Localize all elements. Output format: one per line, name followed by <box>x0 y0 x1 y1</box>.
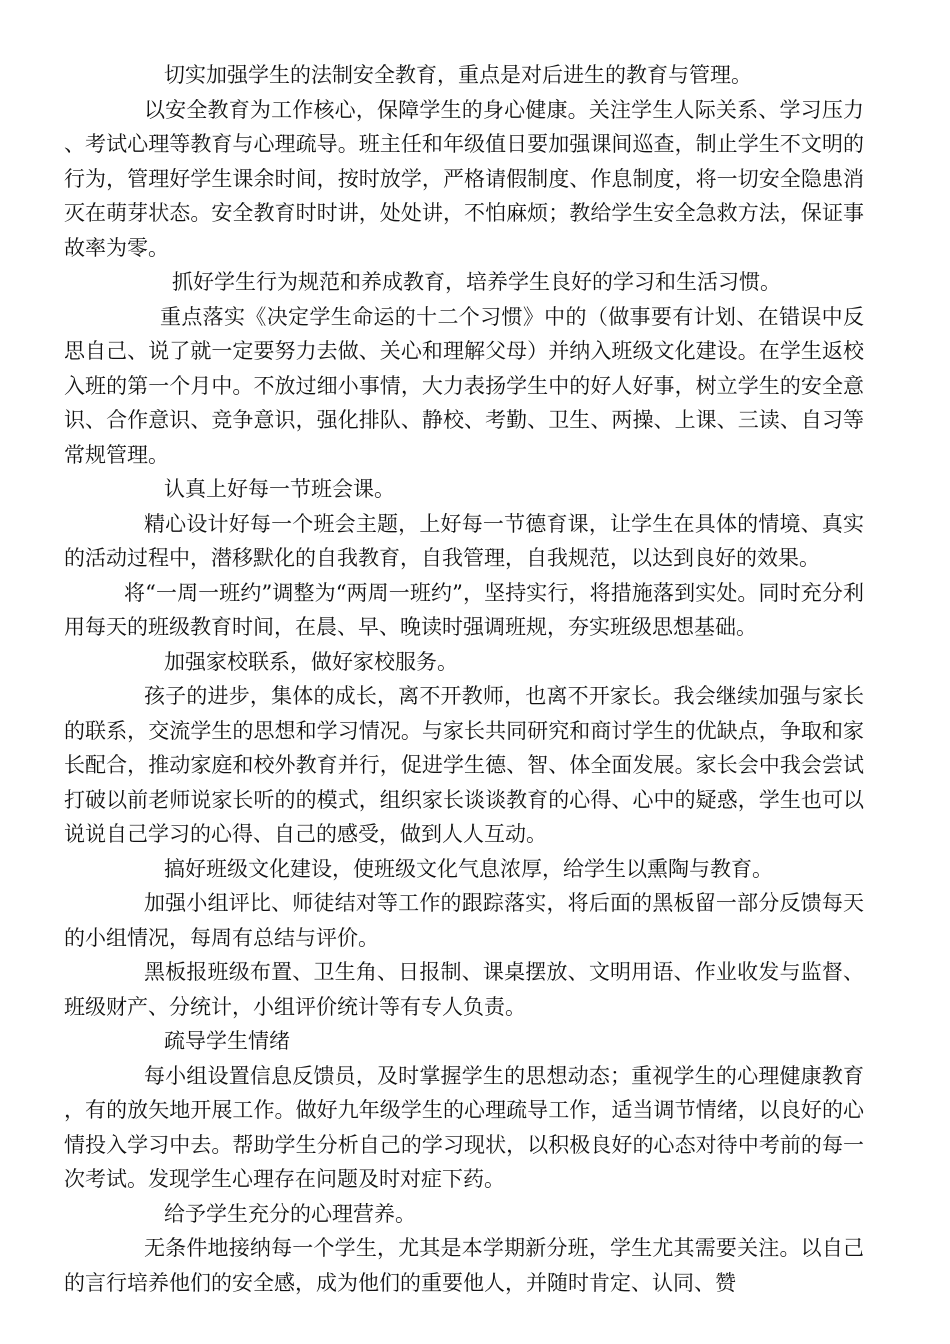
section-heading-home-school: 加强家校联系，做好家校服务。 <box>164 649 458 674</box>
paragraph-safety-education: 以安全教育为工作核心，保障学生的身心健康。关注学生人际关系、学习压力、考试心理等教育与心理疏导。班主任和年级值日要加强课间巡查，制止学生不文明的行为，管理好学生课余时间，按时放学，严格请假制度、作息制度，将一切安全隐患消灭在萌芽状态。安全教育时时讲，处处讲，不怕麻烦；教给学生安全急救方法，保证事故率为零。 <box>64 97 864 260</box>
section-heading-legal-safety: 切实加强学生的法制安全教育，重点是对后进生的教育与管理。 <box>164 63 752 87</box>
paragraph-parent-contact: 孩子的进步，集体的成长，离不开教师，也离不开家长。我会继续加强与家长的联系，交流学生的思想和学习情况。与家长共同研究和商讨学生的优缺点，争取和家长配合，推动家庭和校外教育并行，促进学生德、智、体全面发展。家长会中我会尝试打破以前老师说家长听的的模式，组织家长谈谈教育的心得、心中的疑惑，学生也可以说说自己学习的心得、自己的感受，做到人人互动。 <box>64 684 864 846</box>
section-heading-psychological-nutrition: 给予学生充分的心理营养。 <box>164 1201 416 1226</box>
paragraph-duties: 黑板报班级布置、卫生角、日报制、课桌摆放、文明用语、作业收发与监督、班级财产、分统计，小组评价统计等有专人负责。 <box>64 960 864 1019</box>
document-page <box>64 58 864 1300</box>
paragraph-acceptance: 无条件地接纳每一个学生，尤其是本学期新分班，学生尤其需要关注。以自己的言行培养他们的安全感，成为他们的重要他人，并随时肯定、认同、赞 <box>64 1236 864 1295</box>
paragraph-twelve-habits: 重点落实《决定学生命运的十二个习惯》中的（做事要有计划、在错误中反思自己、说了就一定要努力去做、关心和理解父母）并纳入班级文化建设。在学生返校入班的第一个月中。不放过细小事情，大力表扬学生中的好人好事，树立学生的安全意识、合作意识、竞争意识，强化排队、静校、考勤、卫生、两操、上课、三读、自习等常规管理。 <box>64 304 864 467</box>
section-heading-emotions: 疏导学生情绪 <box>164 1029 290 1053</box>
section-heading-behavior-habits: 抓好学生行为规范和养成教育，培养学生良好的学习和生活习惯。 <box>172 270 781 294</box>
section-heading-class-meeting: 认真上好每一节班会课。 <box>164 477 395 501</box>
paragraph-group-evaluation: 加强小组评比、师徒结对等工作的跟踪落实，将后面的黑板留一部分反馈每天的小组情况，每周有总结与评价。 <box>64 891 864 950</box>
section-heading-class-culture: 搞好班级文化建设，使班级文化气息浓厚，给学生以熏陶与教育。 <box>164 856 773 881</box>
paragraph-class-agreement: 将“一周一班约”调整为“两周一班约”，坚持实行，将措施落到实处。同时充分利用每天的班级教育时间，在晨、早、晚读时强调班规，夯实班级思想基础。 <box>64 580 864 639</box>
paragraph-class-meeting-design: 精心设计好每一个班会主题，上好每一节德育课，让学生在具体的情境、真实的活动过程中，潜移默化的自我教育，自我管理，自我规范，以达到良好的效果。 <box>64 511 864 570</box>
paragraph-feedback-psychology: 每小组设置信息反馈员，及时掌握学生的思想动态；重视学生的心理健康教育，有的放矢地开展工作。做好九年级学生的心理疏导工作，适当调节情绪，以良好的心情投入学习中去。帮助学生分析自己的学习现状，以积极良好的心态对待中考前的每一次考试。发现学生心理存在问题及时对症下药。 <box>64 1063 864 1191</box>
